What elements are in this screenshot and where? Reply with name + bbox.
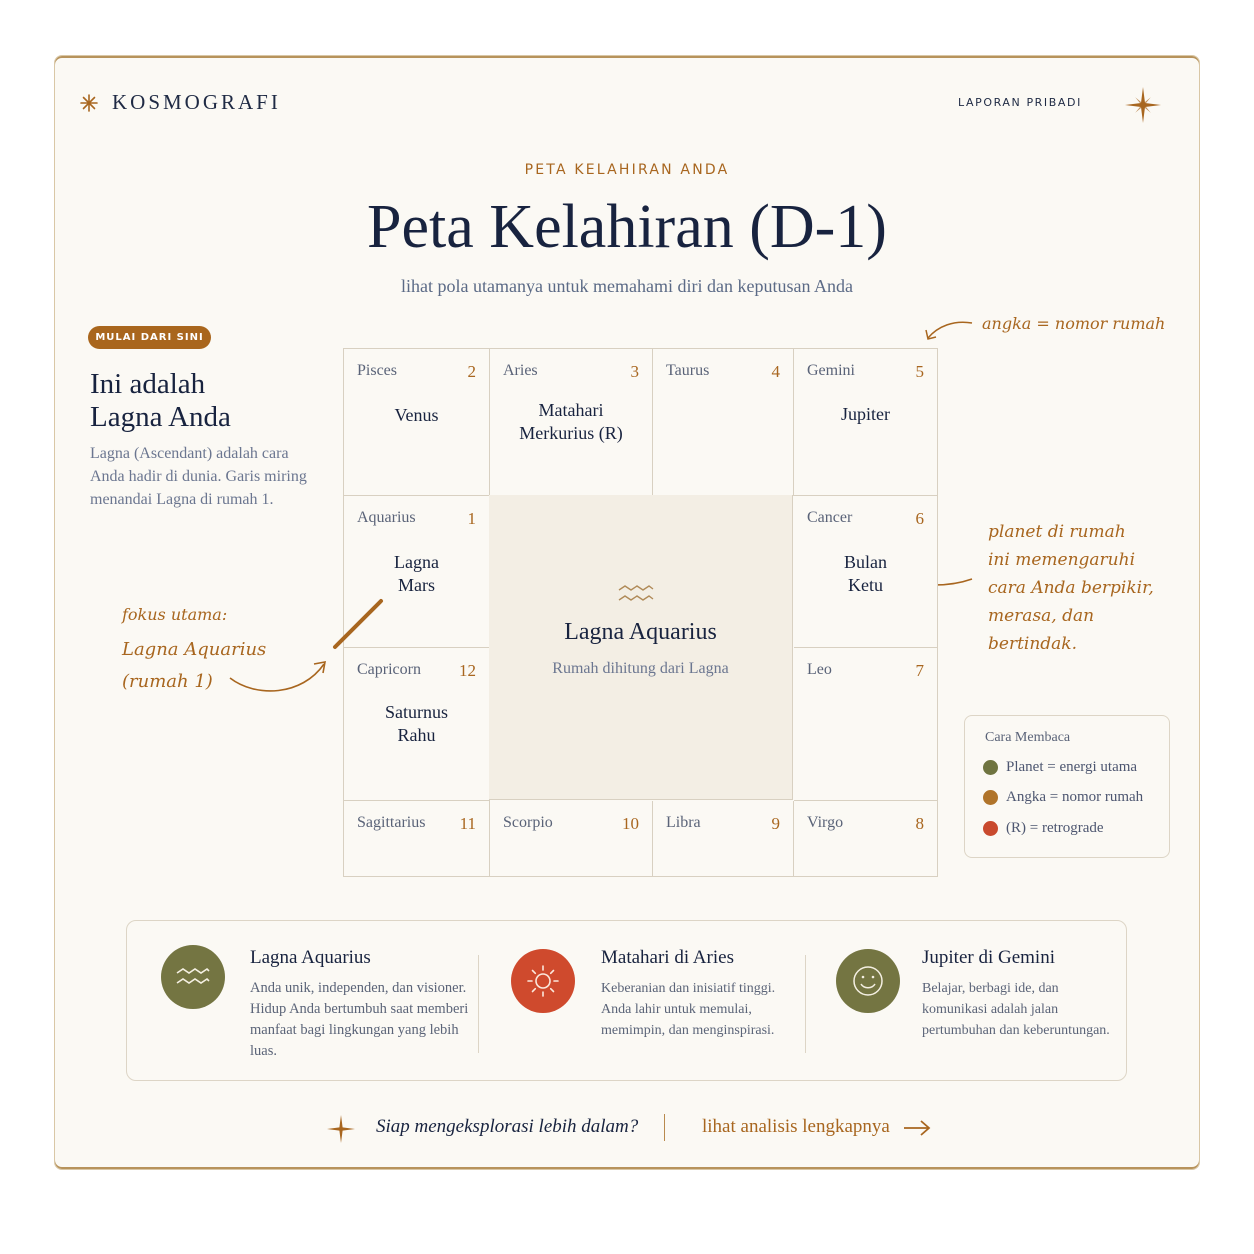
planet-name: Bulan (844, 552, 887, 572)
intro-heading (90, 368, 330, 434)
legend-label: Planet = energi utama (1006, 759, 1138, 775)
sign-label: Capricorn (357, 661, 421, 678)
feature-icon-circle (511, 949, 575, 1013)
legend-title: Cara Membaca (985, 730, 1071, 745)
divider (478, 955, 479, 1053)
sign-label: Virgo (807, 814, 844, 831)
divider (664, 1114, 665, 1141)
annotation-planets-line2: ini memengaruhi (988, 550, 1136, 570)
feature-body: Belajar, berbagi ide, dan komunikasi adalah jalan pertumbuhan dan keberuntungan. (922, 981, 1110, 1038)
page-subtitle: lihat pola utamanya untuk memahami diri dan keputusan Anda (401, 276, 853, 296)
legend-dot (983, 790, 998, 805)
legend-item (983, 789, 1143, 806)
chart-cell[interactable] (794, 349, 937, 496)
house-number: 2 (467, 362, 476, 381)
house-number: 4 (771, 362, 780, 381)
feature-title: Matahari di Aries (601, 947, 734, 968)
feature-title: Lagna Aquarius (250, 947, 371, 968)
legend (964, 715, 1170, 858)
center-title: Lagna Aquarius (564, 619, 717, 645)
sign-label: Cancer (807, 509, 853, 526)
chart-cell[interactable] (344, 648, 490, 801)
annotation-focus-line2: Lagna Aquarius (122, 639, 267, 660)
legend-dot (983, 760, 998, 775)
planet-list (344, 404, 489, 427)
planet-name: Ketu (848, 575, 883, 595)
lagna-slash-mark (330, 598, 386, 650)
full-analysis-link[interactable]: lihat analisis lengkapnya (702, 1116, 890, 1137)
sign-label: Libra (666, 814, 701, 831)
planet-name: Merkurius (R) (519, 423, 623, 443)
legend-label: (R) = retrograde (1006, 820, 1104, 836)
house-number: 3 (630, 362, 639, 381)
brand[interactable] (80, 90, 281, 115)
intro-heading-line2: Lagna Anda (90, 401, 231, 433)
house-number: 12 (459, 661, 476, 680)
planet-list (794, 551, 937, 597)
planet-name: Lagna (394, 552, 439, 572)
intro-body: Lagna (Ascendant) adalah cara Anda hadir di dunia. Garis miring menandai Lagna di rumah 1. (90, 445, 307, 508)
planet-list (344, 551, 489, 597)
planet-name: Venus (394, 405, 439, 425)
feature-body: Keberanian dan inisiatif tinggi. Anda lahir untuk memulai, memimpin, dan menginspirasi. (601, 981, 776, 1038)
sign-label: Taurus (666, 362, 710, 379)
report-label: LAPORAN PRIBADI (958, 96, 1082, 109)
annotation-planets-line5: bertindak. (988, 634, 1078, 654)
sign-label: Gemini (807, 362, 855, 379)
sparkle-icon (80, 94, 98, 112)
divider (805, 955, 806, 1053)
chart-cell[interactable] (344, 801, 490, 876)
star-icon (326, 1114, 356, 1144)
cta-question: Siap mengeksplorasi lebih dalam? (376, 1116, 639, 1137)
planet-name: Matahari (538, 400, 604, 420)
curved-arrow-icon (922, 318, 974, 344)
feature-title: Jupiter di Gemini (922, 947, 1055, 968)
jupiter-face-icon (849, 962, 887, 1000)
sign-label: Aquarius (357, 509, 416, 526)
start-here-badge: MULAI DARI SINI (88, 326, 211, 349)
feature-icon-circle (836, 949, 900, 1013)
legend-item (983, 759, 1137, 776)
chart-cell[interactable] (653, 801, 794, 876)
feature-body: Anda unik, independen, dan visioner. Hidup Anda bertumbuh saat memberi manfaat bagi lingkungan yang lebih luas. (250, 980, 469, 1059)
sign-label: Aries (503, 362, 538, 379)
annotation-focus-line1: fokus utama: (122, 605, 228, 624)
planet-name: Jupiter (841, 404, 890, 424)
eyebrow: PETA KELAHIRAN ANDA (524, 162, 730, 178)
legend-label: Angka = nomor rumah (1006, 789, 1144, 805)
house-number: 5 (915, 362, 924, 381)
chart-cell[interactable] (794, 648, 937, 801)
sign-label: Leo (807, 661, 832, 678)
house-number: 6 (915, 509, 924, 528)
curved-arrow-icon (226, 656, 330, 698)
chart-cell[interactable] (490, 801, 653, 876)
annotation-house-number: angka = nomor rumah (982, 314, 1166, 333)
house-number: 8 (915, 814, 924, 833)
planet-name: Rahu (397, 725, 436, 745)
planet-list (794, 403, 937, 426)
annotation-planets-line3: cara Anda berpikir, (988, 578, 1154, 598)
chart-cell[interactable] (490, 349, 653, 496)
chart-cell[interactable] (344, 349, 490, 496)
chart-cell[interactable] (794, 801, 937, 876)
house-number: 11 (459, 814, 476, 833)
annotation-planets-line4: merasa, dan (988, 606, 1095, 626)
annotation-focus-line3: (rumah 1) (122, 671, 213, 692)
planet-name: Saturnus (385, 702, 448, 722)
page-title: Peta Kelahiran (D-1) (367, 193, 887, 261)
center-subtitle: Rumah dihitung dari Lagna (552, 660, 729, 677)
feature-icon-circle (161, 945, 225, 1009)
legend-dot (983, 821, 998, 836)
highlights-panel (126, 920, 1127, 1081)
sign-label: Pisces (357, 362, 397, 379)
intro-heading-line1: Ini adalah (90, 368, 206, 400)
annotation-planets-line1: planet di rumah (988, 522, 1126, 542)
chart-center (489, 495, 793, 800)
chart-cell[interactable] (653, 349, 794, 496)
house-number: 9 (771, 814, 780, 833)
house-number: 7 (915, 661, 924, 680)
chart-cell[interactable] (794, 496, 937, 648)
aquarius-waves-icon (617, 584, 655, 604)
sun-icon (525, 963, 561, 999)
aquarius-waves-icon (175, 966, 211, 988)
sign-label: Sagittarius (357, 814, 426, 831)
star-icon (1124, 86, 1162, 124)
house-number: 1 (467, 509, 476, 528)
legend-item (983, 820, 1104, 837)
planet-list (490, 399, 652, 445)
planet-name: Mars (398, 575, 435, 595)
house-number: 10 (622, 814, 639, 833)
sign-label: Scorpio (503, 814, 553, 831)
annotation-planets (988, 518, 1154, 658)
planet-list (344, 701, 489, 747)
arrow-right-icon[interactable] (902, 1117, 932, 1139)
brand-name: KOSMOGRAFI (112, 90, 281, 114)
